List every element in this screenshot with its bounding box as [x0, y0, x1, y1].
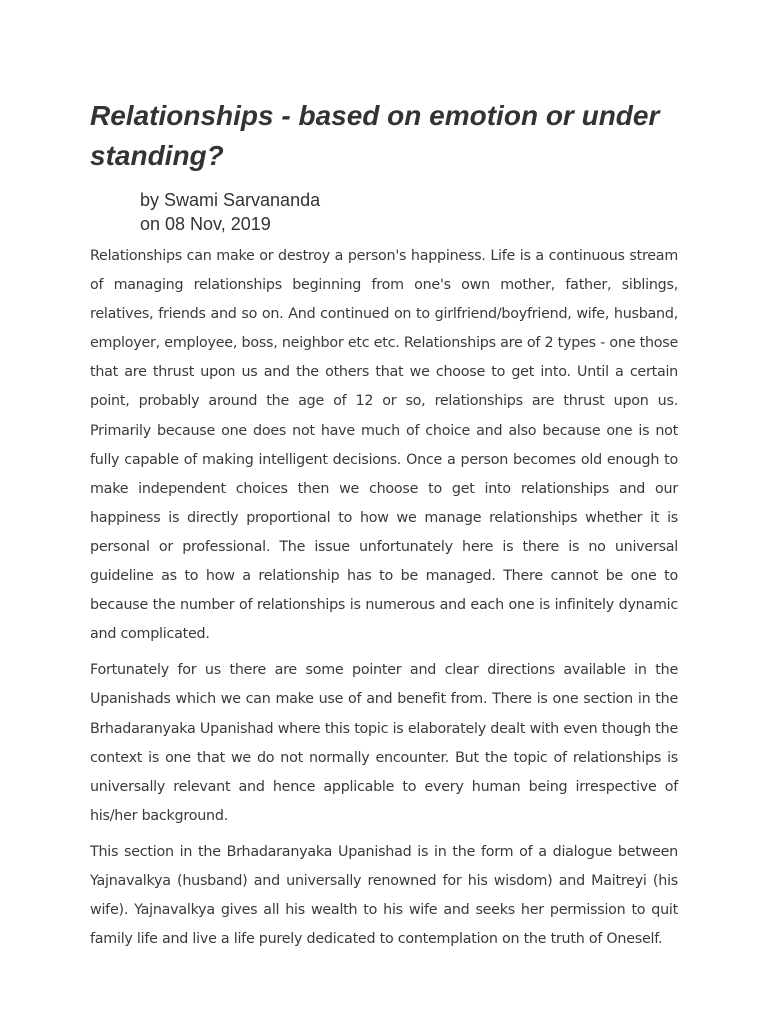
author-line: by Swami Sarvananda	[140, 190, 321, 210]
document-page	[90, 96, 678, 961]
article-title: Relationships - based on emotion or under standing?	[90, 100, 660, 171]
paragraph-2: Fortunately for us there are some pointer and clear directions available in the Upanishads which we can make use of and benefit from. There is one section in the Brhadaranyaka Upanishad where this topic is elaborately dealt with even though the context is one that we do not normally encounter. But the topic of relationships is universally relevant and hence applicable to every human being irrespective of his/her background.	[90, 662, 678, 824]
article-body	[90, 242, 678, 954]
paragraph-1: Relationships can make or destroy a person's happiness. Life is a continuous stream of managing relationships beginning from one's own mother, father, siblings, relatives, friends and so on. And continued on to girlfriend/boyfriend, wife, husband, employer, employee, boss, neighbor etc etc. Relationships are of 2 types - one those that are thrust upon us and the others that we choose to get into. Until a certain point, probably around the age of 12 or so, relationships are thrust upon us. Primarily because one does not have much of choice and also because one is not fully capable of making intelligent decisions. Once a person becomes old enough to make independent choices then we choose to get into relationships and our happiness is directly proportional to how we manage relationships whether it is personal or professional. The issue unfortunately here is there is no universal guideline as to how a relationship has to be managed. There cannot be one to because the number of relationships is numerous and each one is infinitely dynamic and complicated.	[90, 248, 678, 643]
date-line: on 08 Nov, 2019	[140, 214, 271, 234]
paragraph-3: This section in the Brhadaranyaka Upanishad is in the form of a dialogue between Yajnavalkya (husband) and universally renowned for his wisdom) and Maitreyi (his wife). Yajnavalkya gives all his wealth to his wife and seeks her permission to quit family life and live a life purely dedicated to contemplation on the truth of Oneself.	[90, 843, 678, 948]
article-byline	[140, 188, 678, 236]
